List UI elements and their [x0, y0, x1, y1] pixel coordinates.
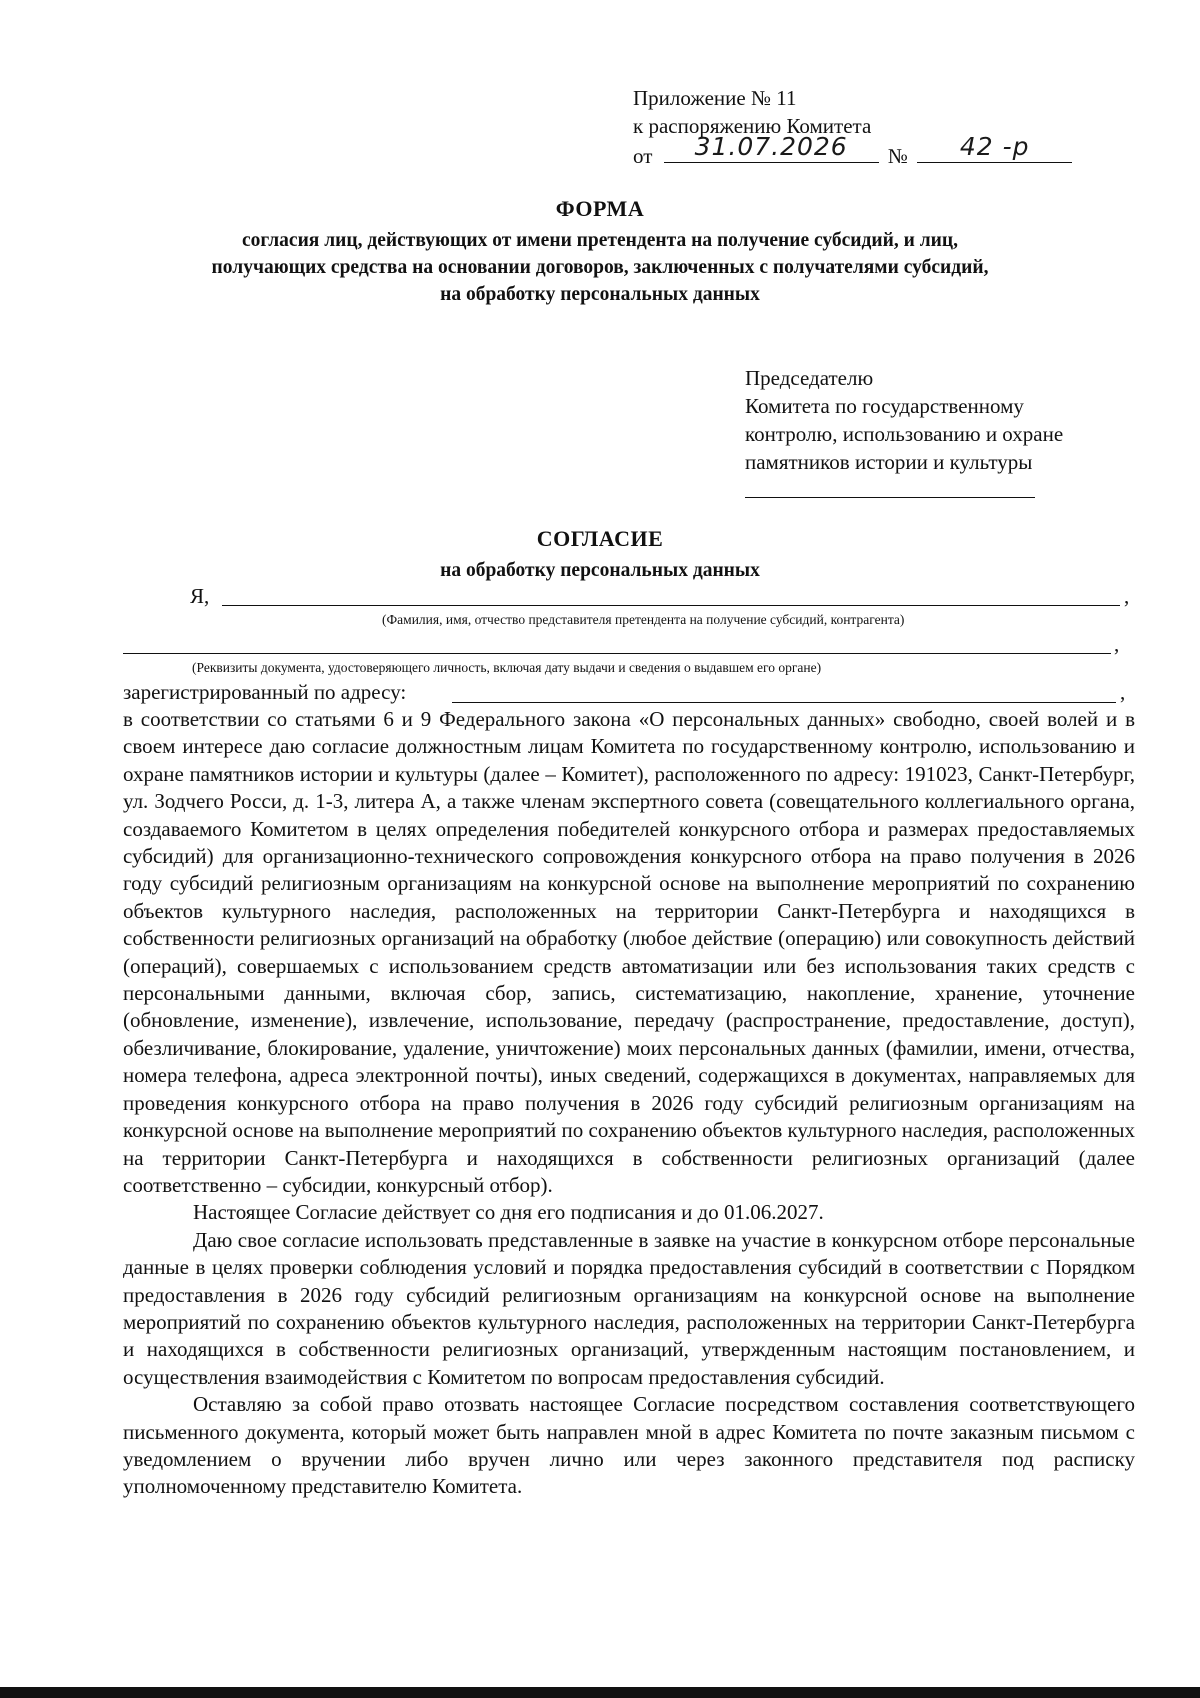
order-reference: к распоряжению Комитета — [633, 114, 872, 138]
form-title: ФОРМА — [555, 196, 645, 221]
comma: , — [1124, 584, 1130, 608]
from-prefix: от — [633, 144, 653, 168]
addressee-line-3: контролю, использованию и охране — [745, 422, 1064, 446]
addressee-name-blank — [745, 497, 1035, 498]
body-paragraph-4: Оставляю за собой право отозвать настоящее Согласие посредством составления соответствующего письменного документа, который может быть направлен мной в адрес Комитета по почте заказным письмом с уведомлением о вручении либо вручен лично или через законного представителя под расписку уполномоченному представителю Комитета. — [123, 1392, 1135, 1499]
body-paragraph-3: Даю свое согласие использовать представленные в заявке на участие в конкурсном отборе персональные данные в целях проверки соблюдения условий и порядка предоставления субсидий в соответствии с Порядком предоставления в 2026 году субсидий религиозным организациям на конкурсной основе на выполнение мероприятий по сохранению объектов культурного наследия, расположенных на территории Санкт-Петербурга и находящихся в собственности религиозных организаций, утвержденным настоящим постановлением, и осуществления взаимодействия с Комитетом по вопросам предоставления субсидий. — [123, 1227, 1135, 1389]
scan-edge-strip — [0, 1687, 1200, 1698]
addressee-line-4: памятников истории и культуры — [745, 450, 1033, 474]
consent-subtitle: на обработку персональных данных — [440, 560, 760, 581]
body-paragraph-2: Настоящее Согласие действует со дня его подписания и до 01.06.2027. — [193, 1200, 824, 1225]
appendix-number: Приложение № 11 — [633, 86, 797, 110]
order-date-number-line — [633, 132, 1072, 170]
comma: , — [1120, 680, 1126, 704]
handwritten-date: 31.07.2026 — [694, 132, 848, 161]
registered-address-blank — [452, 702, 1116, 703]
identity-document-blank — [123, 653, 1111, 654]
registered-address-label: зарегистрированный по адресу: — [123, 680, 407, 704]
form-subtitle-line-3: на обработку персональных данных — [440, 284, 760, 305]
full-name-blank — [222, 605, 1120, 606]
consent-title: СОГЛАСИЕ — [536, 526, 664, 551]
order-number-field — [917, 132, 1072, 163]
form-subtitle-line-1: согласия лиц, действующих от имени претендента на получение субсидий, и лиц, — [241, 230, 959, 251]
identity-document-caption: (Реквизиты документа, удостоверяющего личность, включая дату выдачи и сведения о выдавшем его органе) — [192, 660, 822, 675]
form-subtitle-line-2: получающих средства на основании договоров, заключенных с получателями субсидий, — [211, 257, 989, 278]
handwritten-number: 42 -р — [959, 132, 1030, 161]
comma: , — [1114, 632, 1120, 656]
i-label: Я, — [190, 584, 210, 608]
full-name-caption: (Фамилия, имя, отчество представителя претендента на получение субсидий, контрагента) — [382, 612, 905, 627]
consent-body — [123, 706, 1135, 1501]
addressee-block — [745, 364, 1145, 476]
addressee-line-1: Председателю — [745, 366, 874, 390]
number-sign: № — [887, 144, 908, 168]
order-date-field — [664, 132, 879, 163]
addressee-line-2: Комитета по государственному — [745, 394, 1024, 418]
body-paragraph-1: в соответствии со статьями 6 и 9 Федерального закона «О персональных данных» свободно, своей волей и в своем интересе даю согласие должностным лицам Комитета по государственному контролю, использованию и охране памятников истории и культуры (далее – Комитет), расположенного по адресу: 191023, Санкт-Петербург, ул. Зодчего Росси, д. 1-3, литера А, а также членам экспертного совета (совещательного коллегиального органа, создаваемого Комитетом в целях определения победителей конкурсного отбора и размерах предоставляемых субсидий) для организационно-технического сопровождения конкурсного отбора на право получения в 2026 году субсидий религиозным организациям на конкурсной основе на выполнение мероприятий по сохранению объектов культурного наследия, расположенных на территории Санкт-Петербурга и находящихся в собственности религиозных организаций на обработку (любое действие (операцию) или совокупность действий (операций), совершаемых с использованием средств автоматизации или без использования таких средств с персональными данными, включая сбор, запись, систематизацию, накопление, хранение, уточнение (обновление, изменение), извлечение, использование, передачу (распространение, предоставление, доступ), обезличивание, блокирование, удаление, уничтожение) моих персональных данных (фамилии, имени, отчества, номера телефона, адреса электронной почты), иных сведений, содержащихся в документах, направляемых для проведения конкурсного отбора на право получения в 2026 году субсидий религиозным организациям на конкурсной основе на выполнение мероприятий по сохранению объектов культурного наследия, расположенных на территории Санкт-Петербурга и находящихся в собственности религиозных организаций (далее соответственно – субсидии, конкурсный отбор). — [123, 707, 1135, 1197]
